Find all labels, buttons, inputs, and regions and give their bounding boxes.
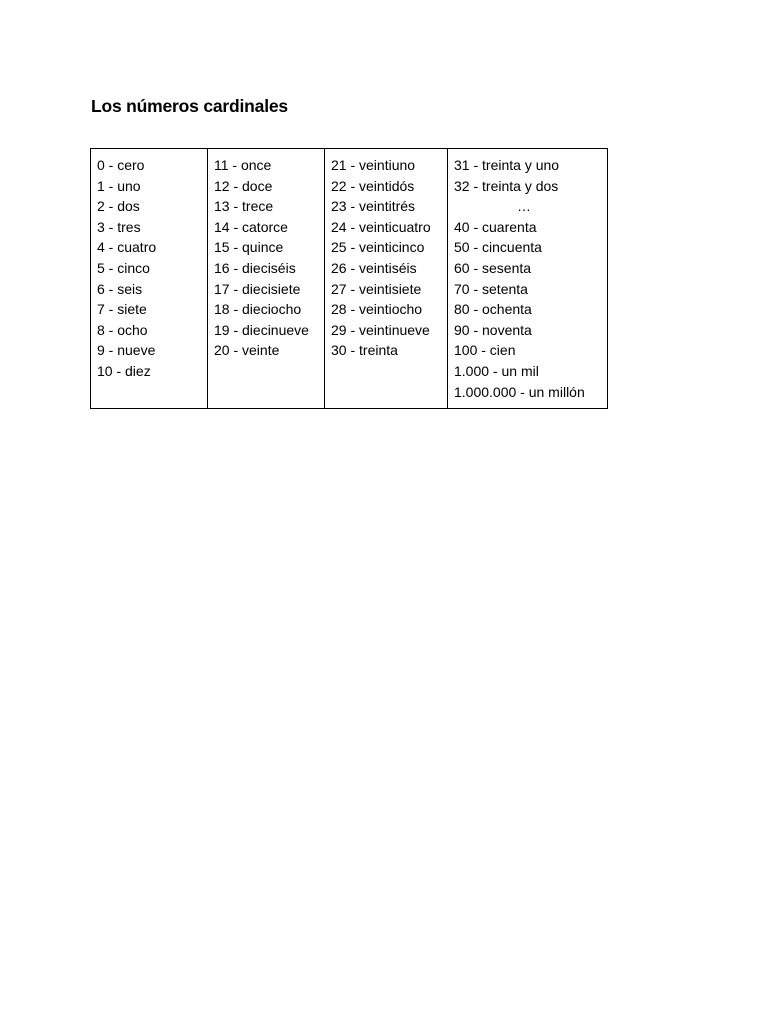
list-item: 60 - sesenta [454,259,532,276]
list-item: 18 - dieciocho [214,301,302,318]
list-item: 11 - once [214,157,272,173]
list-item: 25 - veinticinco [331,239,425,256]
column-21-to-30 [325,149,448,409]
list-item: 8 - ocho [97,321,148,338]
list-item: 3 - tres [97,218,141,235]
list-item: 24 - veinticuatro [331,218,431,235]
column-0-to-10 [91,149,208,409]
numbers-table [90,148,608,409]
list-item: 1.000.000 - un millón [454,383,585,400]
list-item: 1 - uno [97,177,141,194]
list-item: 4 - cuatro [97,239,157,256]
column-11-to-20 [208,149,325,409]
list-item: 7 - siete [97,301,147,318]
list-item: 31 - treinta y uno [454,157,560,173]
list-item: 22 - veintidós [331,177,415,194]
list-item: 28 - veintiocho [331,301,423,318]
list-item: 50 - cincuenta [454,239,542,256]
list-item: 0 - cero [97,157,145,173]
list-item: 26 - veintiséis [331,259,417,276]
list-item: 10 - diez [97,362,151,379]
list-item: 80 - ochenta [454,301,532,318]
list-item: 70 - setenta [454,280,528,297]
column-31-and-up [448,149,608,409]
ellipsis: … [517,198,532,215]
list-item: 5 - cinco [97,259,150,276]
list-item: 100 - cien [454,342,516,359]
list-item: 15 - quince [214,239,284,256]
list-item: 6 - seis [97,280,143,297]
list-item: 14 - catorce [214,218,288,235]
list-item: 21 - veintiuno [331,157,416,173]
list-item: 20 - veinte [214,342,280,359]
list-item: 40 - cuarenta [454,218,537,235]
page-title: Los números cardinales [91,96,288,116]
list-item: 17 - diecisiete [214,280,301,297]
list-item: 30 - treinta [331,342,398,359]
list-item: 23 - veintitrés [331,198,416,215]
list-item: 13 - trece [214,198,274,215]
list-item: 29 - veintinueve [331,321,430,338]
list-item: 12 - doce [214,177,273,194]
list-item: 19 - diecinueve [214,321,309,338]
list-item: 90 - noventa [454,321,532,338]
list-item: 9 - nueve [97,342,156,359]
list-item: 1.000 - un mil [454,362,539,379]
list-item: 27 - veintisiete [331,280,422,297]
table-row [91,149,608,409]
list-item: 2 - dos [97,198,140,215]
list-item: 32 - treinta y dos [454,177,559,194]
list-item: 16 - dieciséis [214,259,296,276]
